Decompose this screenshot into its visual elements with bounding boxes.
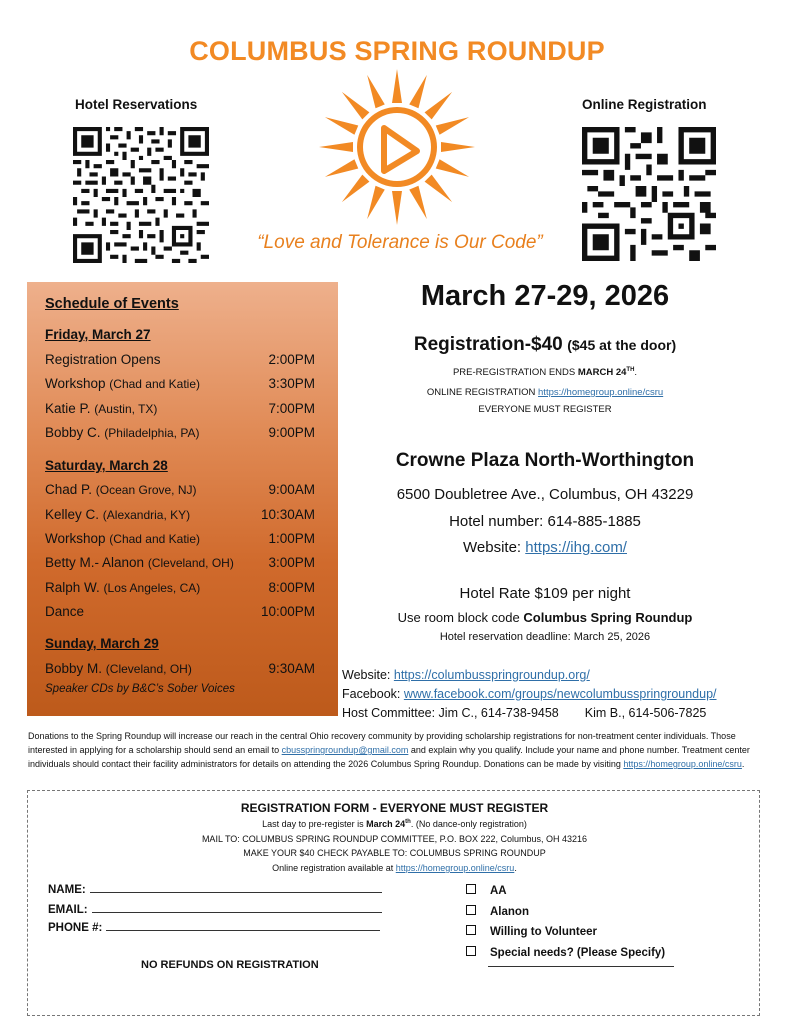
sunday-heading: Sunday, March 29 — [45, 636, 159, 651]
friday-heading: Friday, March 27 — [45, 327, 151, 342]
event-name: Registration Opens — [45, 352, 161, 367]
registration-form — [27, 790, 760, 1016]
event-name: Betty M.- Alanon (Cleveland, OH) — [45, 555, 234, 570]
last-day-line: Last day to pre-register is March 24th. (No dance-only registration) — [262, 819, 527, 829]
event-time: 3:00PM — [268, 555, 315, 570]
event-dates: March 27-29, 2026 — [420, 280, 670, 312]
pre-registration-ends: PRE-REGISTRATION ENDS MARCH 24TH. — [452, 367, 638, 379]
event-name: Bobby C. (Philadelphia, PA) — [45, 425, 200, 440]
event-name: Kelley C. (Alexandria, KY) — [45, 507, 191, 522]
event-time: 3:30PM — [268, 376, 315, 391]
hotel-name: Crowne Plaza North-Worthington — [395, 450, 695, 471]
event-time: 9:00AM — [268, 482, 315, 497]
event-name: Dance — [45, 604, 85, 619]
scholarship-email-link[interactable]: cbusspringroundup@gmail.com — [281, 745, 409, 755]
option-aa: AA — [466, 884, 507, 897]
event-name: Chad P. (Ocean Grove, NJ) — [45, 482, 197, 497]
saturday-heading: Saturday, March 28 — [45, 458, 168, 473]
host-committee: Host Committee: Jim C., 614-738-9458 Kim B., 614-506-7825 — [342, 706, 707, 720]
event-time: 1:00PM — [268, 531, 315, 546]
mail-to-line: MAIL TO: COLUMBUS SPRING ROUNDUP COMMITTEE, P.O. BOX 222, Columbus, OH 43216 — [201, 834, 588, 844]
event-time: 8:00PM — [268, 580, 315, 595]
option-alanon: Alanon — [466, 905, 529, 918]
name-field: NAME: — [48, 884, 382, 896]
donation-link[interactable]: https://homegroup.online/csru — [623, 759, 742, 769]
tagline: “Love and Tolerance is Our Code” — [257, 232, 543, 253]
room-block-code: Use room block code Columbus Spring Roundup — [397, 610, 693, 625]
website-link[interactable]: https://columbusspringroundup.org/ — [393, 668, 590, 682]
donation-paragraph: Donations to the Spring Roundup will increase our reach in the central Ohio recovery community by providing scholarship registrations for non-treatment center individuals. Those interested in applying for a scholarship should send an email to cbusspringroundup@gmail.com and explain why you qualify. Include your name and phone number. Treatment center individuals should contact their facility administrators for details on attending the 2026 Columbus Spring Roundup. Donations can be made by visiting https://homegroup.online/csru. — [28, 731, 750, 769]
volunteer-checkbox[interactable] — [466, 925, 476, 935]
event-time: 9:30AM — [268, 661, 315, 676]
schedule-title: Schedule of Events — [45, 296, 179, 312]
event-name: Ralph W. (Los Angeles, CA) — [45, 580, 201, 595]
online-registration-label: Online Registration — [582, 97, 707, 112]
everyone-must-register: EVERYONE MUST REGISTER — [478, 404, 612, 415]
phone-input[interactable] — [106, 930, 380, 931]
online-available-line: Online registration available at https://homegroup.online/csru. — [272, 863, 517, 873]
hotel-phone: Hotel number: 614-885-1885 — [449, 513, 641, 530]
event-time: 10:30AM — [260, 507, 315, 522]
hotel-rate: Hotel Rate $109 per night — [459, 585, 631, 602]
phone-field: PHONE #: — [48, 922, 380, 934]
page-title: COLUMBUS SPRING ROUNDUP — [189, 36, 605, 66]
event-time: 2:00PM — [268, 352, 315, 367]
hotel-address: 6500 Doubletree Ave., Columbus, OH 43229 — [396, 486, 694, 503]
online-registration-line: ONLINE REGISTRATION https://homegroup.online/csru — [426, 387, 664, 398]
sun-logo-icon — [318, 68, 476, 226]
hotel-reservations-label: Hotel Reservations — [75, 97, 198, 112]
hotel-website: Website: https://ihg.com/ — [463, 539, 627, 556]
option-special-needs: Special needs? (Please Specify) — [466, 946, 665, 959]
email-field: EMAIL: — [48, 904, 382, 916]
online-registration-qr-code[interactable] — [582, 127, 716, 261]
speaker-cds-note: Speaker CDs by B&C’s Sober Voices — [45, 683, 235, 695]
schedule-panel — [27, 282, 338, 716]
hotel-deadline: Hotel reservation deadline: March 25, 2026 — [439, 631, 651, 643]
email-input[interactable] — [92, 912, 382, 913]
special-needs-checkbox[interactable] — [466, 946, 476, 956]
hotel-qr-code[interactable] — [73, 127, 209, 263]
online-registration-link[interactable]: https://homegroup.online/csru — [538, 387, 664, 398]
event-time: 9:00PM — [268, 425, 315, 440]
option-volunteer: Willing to Volunteer — [466, 925, 597, 938]
event-name: Workshop (Chad and Katie) — [45, 376, 201, 391]
event-name: Katie P. (Austin, TX) — [45, 401, 158, 416]
name-input[interactable] — [90, 892, 382, 893]
event-name: Workshop (Chad and Katie) — [45, 531, 201, 546]
hotel-website-link[interactable]: https://ihg.com/ — [525, 539, 627, 556]
special-needs-input[interactable] — [488, 966, 674, 967]
form-online-link[interactable]: https://homegroup.online/csru — [395, 863, 515, 873]
aa-checkbox[interactable] — [466, 884, 476, 894]
alanon-checkbox[interactable] — [466, 905, 476, 915]
website-line: Website: https://columbusspringroundup.org/ — [342, 668, 590, 682]
form-title: REGISTRATION FORM - EVERYONE MUST REGISTER — [240, 801, 549, 815]
check-payable-line: MAKE YOUR $40 CHECK PAYABLE TO: COLUMBUS SPRING ROUNDUP — [243, 848, 546, 858]
no-refunds-note: NO REFUNDS ON REGISTRATION — [141, 959, 319, 971]
registration-price: Registration-$40 ($45 at the door) — [413, 334, 677, 355]
facebook-line: Facebook: www.facebook.com/groups/newcolumbusspringroundup/ — [342, 687, 717, 701]
event-time: 7:00PM — [268, 401, 315, 416]
facebook-link[interactable]: www.facebook.com/groups/newcolumbusspringroundup/ — [403, 687, 717, 701]
event-time: 10:00PM — [260, 604, 315, 619]
event-name: Bobby M. (Cleveland, OH) — [45, 661, 192, 676]
